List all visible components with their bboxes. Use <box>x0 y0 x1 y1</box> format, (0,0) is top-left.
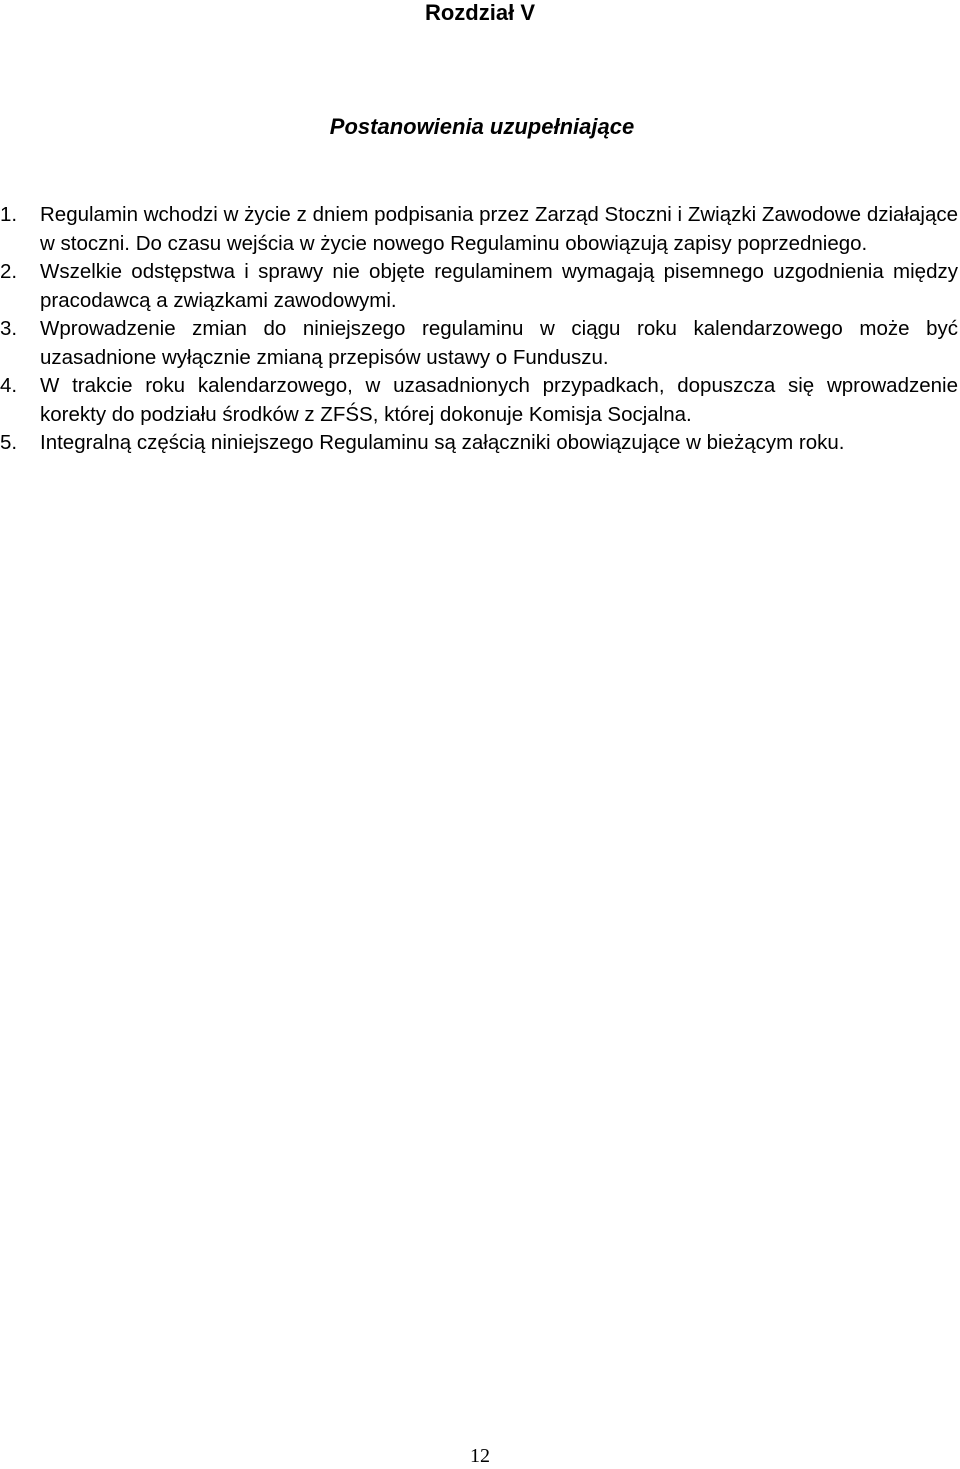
provision-number: 3. <box>0 317 18 340</box>
chapter-title: Rozdział V <box>424 0 535 25</box>
provision-item-4 <box>0 372 958 429</box>
provision-number: 2. <box>0 260 18 283</box>
section-title: Postanowienia uzupełniające <box>329 114 635 139</box>
provision-text: Wprowadzenie zmian do niniejszego regulaminu w ciągu roku kalendarzowego może być uzasadnione wyłącznie zmianą przepisów ustawy o Funduszu. <box>40 317 958 369</box>
provision-item-5 <box>0 429 958 458</box>
provision-number: 5. <box>0 431 18 454</box>
provision-item-3 <box>0 315 958 372</box>
page-number: 12 <box>470 1445 490 1467</box>
provision-text: Wszelkie odstępstwa i sprawy nie objęte regulaminem wymagają pisemnego uzgodnienia między pracodawcą a związkami zawodowymi. <box>40 260 958 312</box>
provision-item-1 <box>0 201 958 258</box>
provisions-list <box>0 201 958 458</box>
provision-item-2 <box>0 258 958 315</box>
provision-text: Regulamin wchodzi w życie z dniem podpisania przez Zarząd Stoczni i Związki Zawodowe działające w stoczni. Do czasu wejścia w życie nowego Regulaminu obowiązują zapisy poprzedniego. <box>40 203 958 255</box>
provision-text: W trakcie roku kalendarzowego, w uzasadnionych przypadkach, dopuszcza się wprowadzenie korekty do podziału środków z ZFŚS, której dokonuje Komisja Socjalna. <box>40 374 958 426</box>
provision-number: 4. <box>0 374 18 397</box>
provision-number: 1. <box>0 203 18 226</box>
provision-text: Integralną częścią niniejszego Regulaminu są załączniki obowiązujące w bieżącym roku. <box>40 431 845 454</box>
